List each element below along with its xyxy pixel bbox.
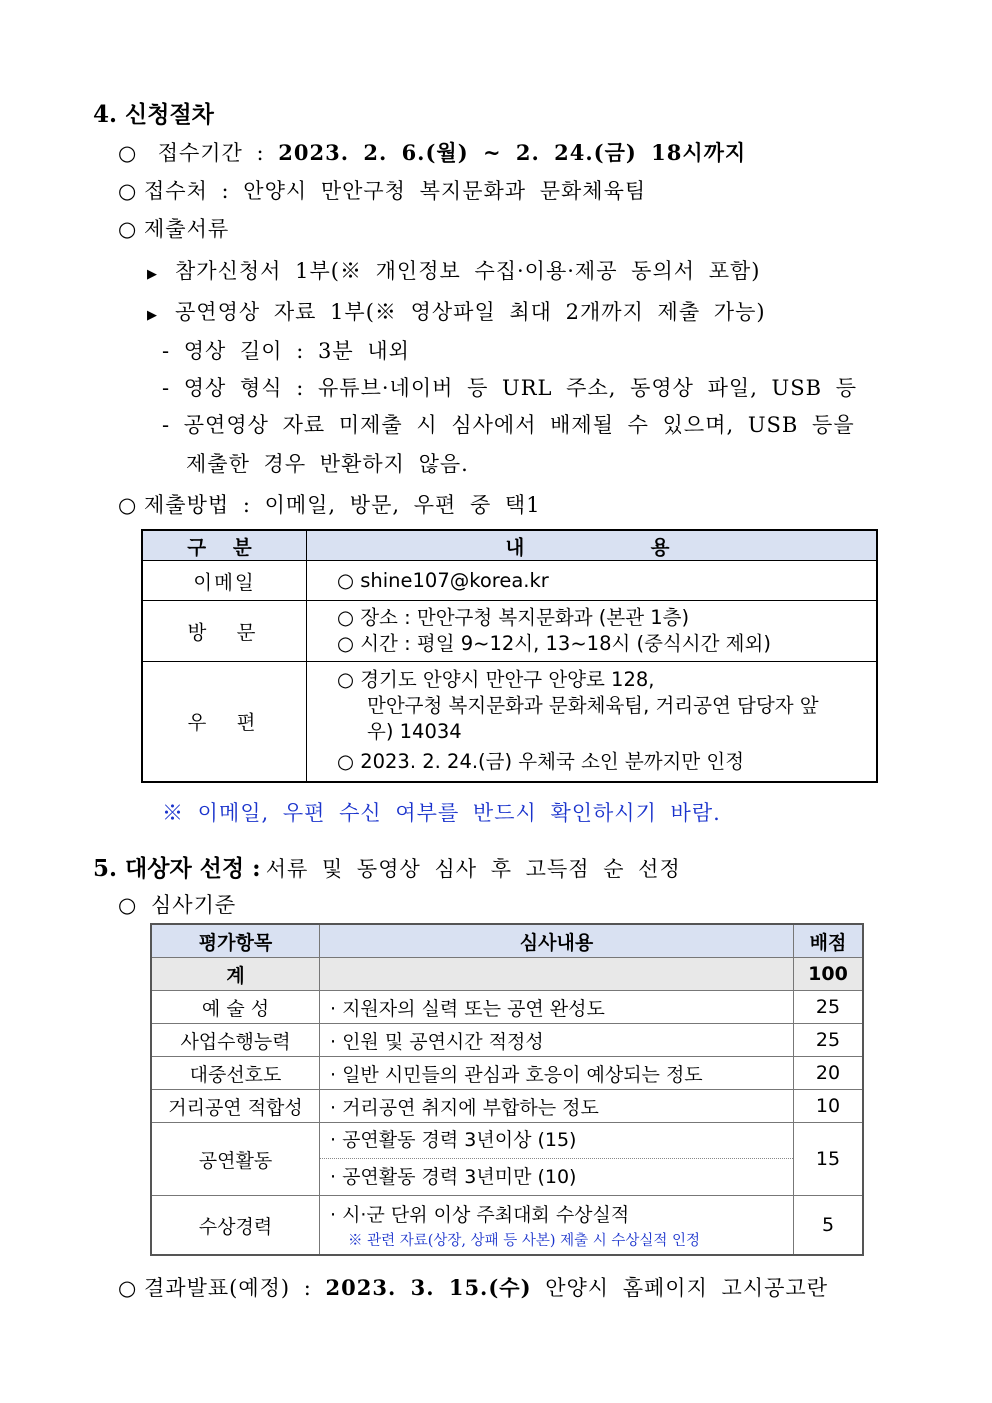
video-length: - 영상 길이 : 3분 내외 — [162, 339, 410, 363]
video-note: - 공연영상 자료 미제출 시 심사에서 배제될 수 있으며, USB 등을 — [162, 413, 855, 437]
criteria-row-score: 25 — [794, 991, 864, 1024]
method-visit-content: ○ 장소 : 만안구청 복지문화과 (본관 1층) ○ 시간 : 평일 9~12시, 13~18시 (중식시간 제외) — [307, 601, 878, 662]
criteria-row-category: 예 술 성 — [151, 991, 320, 1024]
method-mail-label: 우 편 — [142, 662, 307, 782]
criteria-row-desc: · 공연활동 경력 3년이상 (15) · 공연활동 경력 3년미만 (10) — [320, 1123, 794, 1196]
section4-title: 4. 신청절차 — [93, 101, 214, 128]
criteria-row-desc: · 일반 시민들의 관심과 호응이 예상되는 정도 — [320, 1057, 794, 1090]
reception-period: ○ 접수기간 : 2023. 2. 6.(월) ~ 2. 24.(금) 18시까지 — [118, 140, 747, 165]
method-visit-label: 방 문 — [142, 601, 307, 662]
method-header-category: 구 분 — [142, 530, 307, 561]
triangle-marker-icon: ▶ — [147, 308, 158, 323]
confirm-note: ※ 이메일, 우편 수신 여부를 반드시 확인하시기 바람. — [162, 801, 721, 825]
doc-application: ▶ 참가신청서 1부(※ 개인정보 수집·이용·제공 동의서 포함) — [147, 259, 761, 283]
method-email-value: ○ shine107@korea.kr — [307, 561, 878, 601]
criteria-row-desc: · 시·군 단위 이상 주최대회 수상실적 ※ 관련 자료(상장, 상패 등 사본) 제출 시 수상실적 인정 — [320, 1196, 794, 1256]
reception-office: ○ 접수처 : 안양시 만안구청 복지문화과 문화체육팀 — [118, 179, 647, 203]
criteria-row-category: 수상경력 — [151, 1196, 320, 1256]
criteria-row-category: 공연활동 — [151, 1123, 320, 1196]
submission-method: ○ 제출방법 : 이메일, 방문, 우편 중 택1 — [118, 493, 541, 517]
criteria-total-label: 계 — [151, 958, 320, 991]
criteria-header-content: 심사내용 — [320, 924, 794, 958]
criteria-total-score: 100 — [794, 958, 864, 991]
criteria-row-desc: · 인원 및 공연시간 적정성 — [320, 1024, 794, 1057]
method-header-content: 내 용 — [307, 530, 878, 561]
criteria-row-category: 대중선호도 — [151, 1057, 320, 1090]
criteria-row-score: 20 — [794, 1057, 864, 1090]
criteria-header-score: 배점 — [794, 924, 864, 958]
section5-title: 5. 대상자 선정 : 서류 및 동영상 심사 후 고득점 순 선정 — [93, 855, 681, 882]
doc-video: ▶ 공연영상 자료 1부(※ 영상파일 최대 2개까지 제출 가능) — [147, 300, 766, 324]
criteria-row-score: 5 — [794, 1196, 864, 1256]
method-table — [141, 529, 878, 783]
criteria-total-desc — [320, 958, 794, 991]
video-note-cont: 제출한 경우 반환하지 않음. — [186, 452, 469, 476]
criteria-row-category: 사업수행능력 — [151, 1024, 320, 1057]
submission-docs: ○ 제출서류 — [118, 217, 230, 241]
criteria-row-desc: · 거리공연 취지에 부합하는 정도 — [320, 1090, 794, 1123]
method-email-label: 이메일 — [142, 561, 307, 601]
video-format: - 영상 형식 : 유튜브·네이버 등 URL 주소, 동영상 파일, USB 등 — [162, 376, 858, 400]
award-note: ※ 관련 자료(상장, 상패 등 사본) 제출 시 수상실적 인정 — [348, 1233, 701, 1249]
triangle-marker-icon: ▶ — [147, 267, 158, 282]
criteria-row-score: 10 — [794, 1090, 864, 1123]
criteria-header-item: 평가항목 — [151, 924, 320, 958]
criteria-label: ○ 심사기준 — [118, 893, 237, 917]
criteria-row-category: 거리공연 적합성 — [151, 1090, 320, 1123]
criteria-row-desc: · 지원자의 실력 또는 공연 완성도 — [320, 991, 794, 1024]
criteria-table — [150, 923, 864, 1256]
method-mail-content: ○ 경기도 안양시 만안구 안양로 128, 만안구청 복지문화과 문화체육팀, 거리공연 담당자 앞 우) 14034 ○ 2023. 2. 24.(금) 우체국 소인 분까지만 인정 — [307, 662, 878, 782]
criteria-row-score: 15 — [794, 1123, 864, 1196]
result-announcement: ○ 결과발표(예정) : 2023. 3. 15.(수) 안양시 홈페이지 고시공고란 — [118, 1275, 828, 1300]
criteria-row-score: 25 — [794, 1024, 864, 1057]
